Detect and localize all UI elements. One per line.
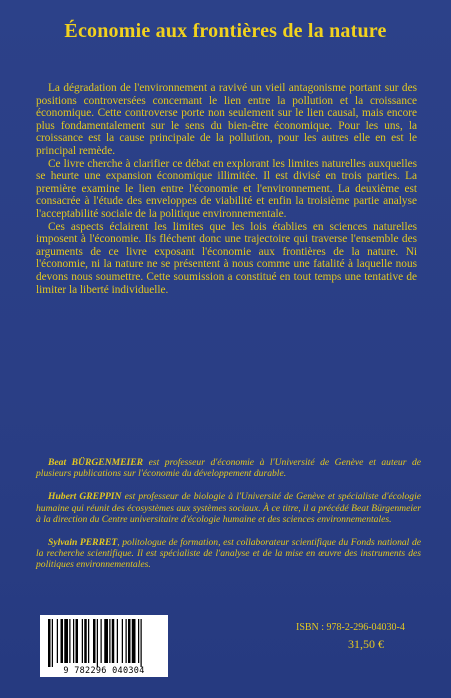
- author-name: Hubert GREPPIN: [48, 491, 122, 503]
- book-title: Économie aux frontières de la nature: [64, 20, 387, 42]
- barcode-bars-icon: [40, 615, 168, 667]
- author-bios: [36, 457, 421, 583]
- summary-paragraph: Ce livre cherche à clarifier ce débat en explorant les limites naturelles auxquelles se heurte une expansion économique illimitée. Il est divisé en trois parties. La première examine le lien entre l'économie et l'environnement. La deuxième est consacrée à l'étude des enveloppes de viabilité et enfin la troisième partie analyse l'acceptabilité sociale de la politique environnementale.: [36, 157, 417, 220]
- summary-text: [36, 82, 417, 296]
- author-description: est professeur d'économie à l'Université de Genève et auteur de plusieurs publications sur l'économie du développement durable.: [36, 457, 422, 480]
- summary-paragraph: Ces aspects éclairent les limites que les lois établies en sciences naturelles imposent à l'économie. Ils fléchent donc une trajectoire qui traverse l'ensemble des arguments de ce livre exposant l'économie aux frontières de la nature. Ni l'économie, ni la nature ne se présentent à nous comme une fatalité à laquelle nous devons nous soumettre. Cette soumission a constitué en tout temps une tentative de limiter la liberté individuelle.: [36, 220, 417, 296]
- author-bio: [36, 491, 421, 525]
- isbn-label: ISBN : 978-2-296-04030-4: [296, 622, 405, 633]
- author-name: Sylvain PERRET: [48, 537, 118, 549]
- author-description: , politologue de formation, est collaborateur scientifique du Fonds national de la recherche scientifique. Il est spécialiste de l'analyse et de la mise en œuvre des instruments des politiques environnementales.: [36, 537, 421, 571]
- barcode-number: 9 782296 040304: [63, 666, 145, 676]
- author-bio: [36, 457, 421, 479]
- author-bio: [36, 537, 421, 571]
- author-description: est professeur de biologie à l'Université de Genève et spécialiste d'écologie humaine qui réunit des écosystèmes aux systèmes sociaux. À ce titre, il a précédé Beat Bürgenmeier à la direction du Centre universitaire d'écologie humaine et des sciences environnementales.: [36, 491, 421, 525]
- summary-paragraph: La dégradation de l'environnement a ravivé un vieil antagonisme portant sur des positions controversées concernant le lien entre la pollution et la croissance économique. Cette controverse porte non seulement sur le lien causal, mais encore plus fondamentalement sur le sens du bien-être économique. Pour les uns, la croissance est la cause principale de la pollution, pour les autres elle en est le principal remède.: [36, 82, 417, 157]
- barcode: [40, 615, 168, 677]
- price-label: 31,50 €: [348, 637, 384, 651]
- author-name: Beat BÜRGENMEIER: [48, 457, 144, 468]
